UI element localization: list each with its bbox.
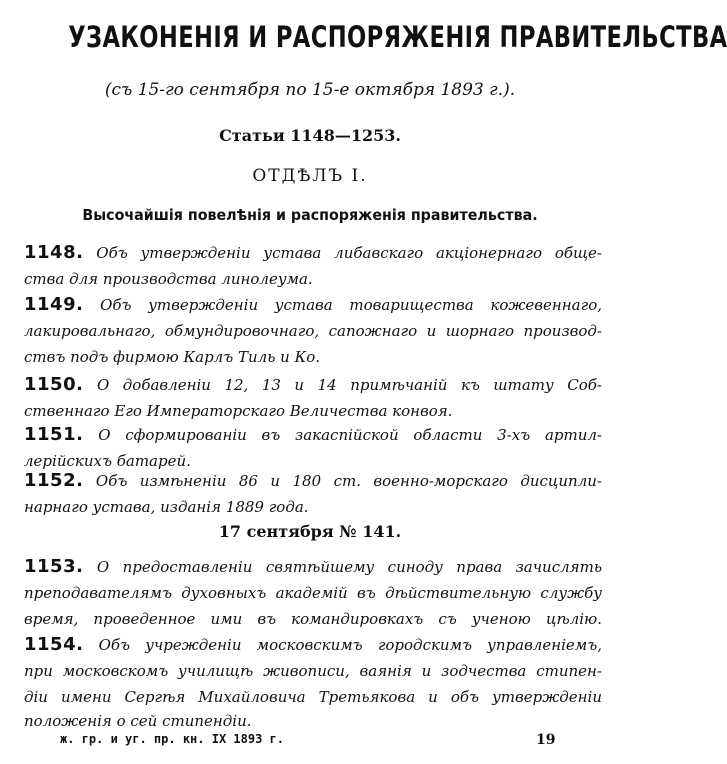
- entry-1148-line-1: [24, 242, 602, 264]
- page-title: УЗАКОНЕНІЯ И РАСПОРЯЖЕНІЯ ПРАВИТЕЛЬСТВА: [68, 20, 727, 54]
- entry-1154-line-4: положенія о сей стипендіи.: [24, 712, 252, 730]
- articles-range: Статьи 1148—1253.: [219, 126, 401, 145]
- entry-1154-line-2: при московскомъ училищѣ живописи, ваянія и зодчества стипен-: [24, 662, 602, 680]
- entry-1154-line-3: діи имени Сергѣя Михайловича Третьякова и объ утвержденіи: [24, 688, 602, 706]
- entry-number: 1148.: [24, 242, 84, 263]
- page-number: 19: [536, 732, 556, 748]
- entry-1149-line-3: ствъ подъ фирмою Карлъ Тиль и Ко.: [24, 348, 320, 366]
- entry-text: О добавленіи 12, 13 и 14 примѣчаній къ штату Соб-: [96, 376, 602, 394]
- entry-1149-line-1: [24, 294, 602, 316]
- entry-1152-line-2: нарнаго устава, изданія 1889 года.: [24, 498, 309, 516]
- entry-number: 1150.: [24, 374, 84, 395]
- footer-source: ж. гр. и уг. пр. кн. IX 1893 г.: [60, 732, 284, 746]
- entry-1150-line-2: ственнаго Его Императорскаго Величества конвоя.: [24, 402, 453, 420]
- section-heading: ОТДѢЛЪ I.: [252, 166, 368, 186]
- entry-number: 1154.: [24, 634, 84, 655]
- entry-1150-line-1: [24, 374, 602, 396]
- date-heading: 17 сентября № 141.: [218, 522, 402, 541]
- entry-1154-line-1: [24, 634, 602, 656]
- entry-text: Объ измѣненіи 86 и 180 ст. военно-морскаго дисципли-: [95, 472, 602, 490]
- entry-text: О предоставленіи святѣйшему синоду права зачислять: [96, 558, 602, 576]
- entry-text: О сформированіи въ закаспійской области 3-хъ артил-: [98, 426, 602, 444]
- entry-number: 1149.: [24, 294, 84, 315]
- entry-1152-line-1: [24, 470, 602, 492]
- entry-text: Объ учрежденіи московскимъ городскимъ управленіемъ,: [98, 636, 602, 654]
- page-footer: [0, 732, 620, 752]
- entry-1148-line-2: ства для производства линолеума.: [24, 270, 313, 288]
- section-subtitle: Высочайшія повелѣнія и распоряженія правительства.: [82, 206, 538, 224]
- entry-number: 1151.: [24, 424, 84, 445]
- entry-1149-line-2: лакировальнаго, обмундировочнаго, сапожнаго и шорнаго производ-: [24, 322, 602, 340]
- entry-1151-line-1: [24, 424, 602, 446]
- date-range: (съ 15-го сентября по 15-е октября 1893 г.).: [104, 80, 516, 100]
- entry-text: Объ утвержденіи устава товарищества кожевеннаго,: [100, 296, 602, 314]
- entry-number: 1153.: [24, 556, 84, 577]
- entry-1153-line-3: время, проведенное ими въ командировкахъ съ ученою цѣлію.: [24, 610, 602, 628]
- entry-1153-line-2: преподавателямъ духовныхъ академій въ дѣйствительную службу: [24, 584, 602, 602]
- entry-1151-line-2: лерійскихъ батарей.: [24, 452, 191, 470]
- entry-number: 1152.: [24, 470, 84, 491]
- entry-1153-line-1: [24, 556, 602, 578]
- entry-text: Объ утвержденіи устава либавскаго акціонернаго обще-: [96, 244, 602, 262]
